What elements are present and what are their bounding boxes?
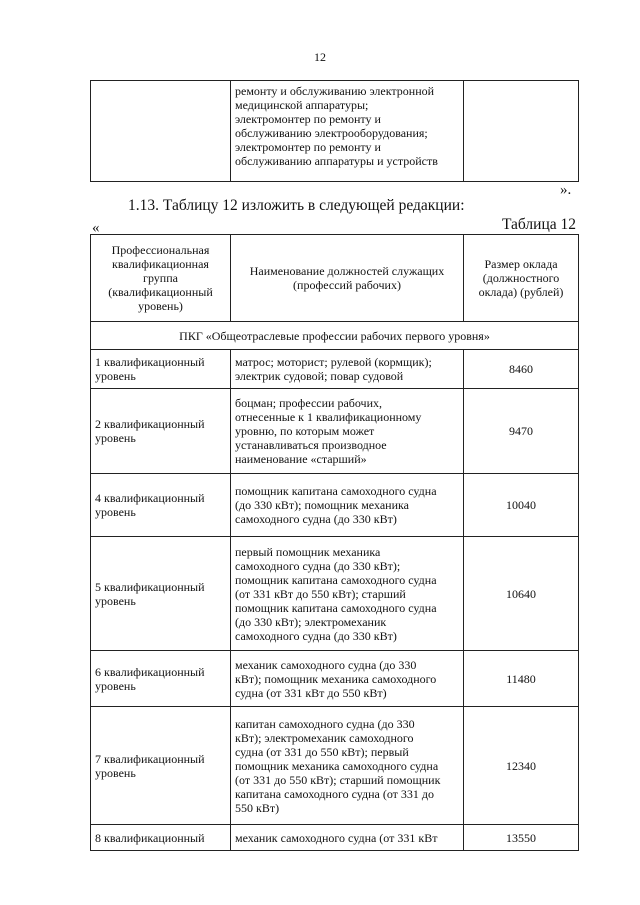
header-line: Наименование должностей служащих	[249, 264, 445, 278]
text-line: отнесенные к 1 квалификационному	[235, 410, 422, 424]
table-row	[91, 389, 579, 474]
text-line: капитана самоходного судна (от 331 до	[235, 786, 435, 801]
table-header-row	[91, 235, 579, 322]
table-cell-positions	[231, 81, 464, 182]
text-line: механик самоходного судна (от 331 кВт	[235, 830, 438, 845]
text-line: помощник механика самоходного судна	[235, 758, 439, 773]
salary-cell: 8460	[464, 350, 579, 389]
text-line: обслуживанию электрооборудования;	[235, 126, 428, 140]
position-cell	[231, 651, 464, 707]
header-line: (должностного	[482, 271, 560, 285]
text-line: электромонтер по ремонту и	[235, 140, 381, 154]
text-line: кВт); электромеханик самоходного	[235, 730, 414, 745]
table-row	[91, 81, 579, 182]
table-row	[91, 825, 579, 851]
text-line: первый помощник механика	[235, 544, 381, 559]
text-line: (от 331 кВт до 550 кВт); старший	[235, 586, 406, 601]
position-cell	[231, 537, 464, 651]
header-cell-position-name	[231, 235, 464, 322]
level-text: 1 квалификационный уровень	[95, 355, 205, 383]
position-cell	[231, 707, 464, 825]
header-cell-salary	[464, 235, 579, 322]
header-line: уровень)	[138, 299, 183, 313]
level-cell	[91, 389, 231, 474]
opening-quote: «	[92, 220, 100, 236]
header-line: группа	[143, 271, 178, 285]
text-line: самоходного судна (до 330 кВт)	[235, 628, 397, 643]
level-text: 6 квалификационный уровень	[95, 664, 205, 693]
level-text: 7 квалификационный уровень	[95, 751, 205, 780]
text-line: наименование «старший»	[235, 452, 367, 466]
position-cell	[231, 389, 464, 474]
text-line: электромонтер по ремонту и	[235, 112, 381, 126]
text-line: устанавливаться производное	[235, 438, 387, 452]
text-line: кВт); помощник механика самоходного	[235, 671, 437, 686]
page-number: 12	[314, 50, 326, 64]
text-line: обслуживанию аппаратуры и устройств	[235, 154, 438, 168]
header-line: Размер оклада	[484, 257, 558, 271]
salary-cell: 9470	[464, 389, 579, 474]
salary-cell: 12340	[464, 707, 579, 825]
table-label: Таблица 12	[501, 216, 576, 233]
text-line: уровню, по которым может	[235, 424, 375, 438]
header-cell-qualification-group	[91, 235, 231, 322]
text-line: матрос; моторист; рулевой (кормщик);	[235, 355, 432, 369]
text-line: помощник капитана самоходного судна	[235, 484, 437, 498]
level-text: 4 квалификационный уровень	[95, 491, 205, 519]
header-line: (профессий рабочих)	[293, 278, 401, 292]
level-cell	[91, 707, 231, 825]
text-line: механик самоходного судна (до 330	[235, 657, 417, 672]
text-line: 550 кВт)	[235, 800, 280, 815]
position-cell	[231, 825, 464, 851]
text-line: (от 331 до 550 кВт); старший помощник	[235, 772, 441, 787]
text-line: ремонту и обслуживанию электронной	[235, 84, 435, 98]
header-line: квалификационная	[112, 257, 209, 271]
header-line: оклада) (рублей)	[478, 285, 564, 299]
table-row	[91, 651, 579, 707]
table-cell-empty	[91, 81, 231, 182]
text-line: судна (от 331 кВт до 550 кВт)	[235, 685, 387, 700]
level-cell	[91, 350, 231, 389]
salary-table	[90, 234, 579, 851]
text-line: (до 330 кВт); электромеханик	[235, 614, 387, 629]
position-cell	[231, 350, 464, 389]
text-line: самоходного судна (до 330 кВт);	[235, 558, 401, 573]
group-title-row	[91, 322, 579, 350]
table-cell-empty	[464, 81, 579, 182]
text-line: медицинской аппаратуры;	[235, 98, 369, 112]
level-cell	[91, 474, 231, 537]
previous-table-fragment	[90, 80, 579, 182]
header-line: (квалификационный	[108, 285, 213, 299]
salary-cell: 13550	[464, 825, 579, 851]
text-line: самоходного судна (до 330 кВт)	[235, 512, 397, 526]
table-row	[91, 350, 579, 389]
level-cell	[91, 537, 231, 651]
table-row	[91, 537, 579, 651]
text-line: судна (от 331 до 550 кВт); первый	[235, 744, 409, 759]
salary-cell: 10040	[464, 474, 579, 537]
position-cell	[231, 474, 464, 537]
text-line: капитан самоходного судна (до 330	[235, 716, 415, 731]
text-line: электрик судовой; повар судовой	[235, 369, 404, 383]
text-line: боцман; профессии рабочих,	[235, 396, 383, 410]
text-line: (до 330 кВт); помощник механика	[235, 498, 409, 512]
text-line: помощник капитана самоходного судна	[235, 572, 437, 587]
text-line: помощник капитана самоходного судна	[235, 600, 437, 615]
level-text: 5 квалификационный уровень	[95, 579, 205, 608]
table-row	[91, 474, 579, 537]
closing-quote: ».	[560, 182, 572, 198]
header-line: Профессиональная	[111, 243, 210, 257]
level-cell	[91, 825, 231, 851]
section-heading: 1.13. Таблицу 12 изложить в следующей редакции:	[128, 197, 465, 214]
salary-cell: 11480	[464, 651, 579, 707]
salary-cell: 10640	[464, 537, 579, 651]
table-row	[91, 707, 579, 825]
level-text: 8 квалификационный	[95, 830, 205, 845]
group-title-cell: ПКГ «Общеотраслевые профессии рабочих первого уровня»	[91, 322, 579, 350]
level-text: 2 квалификационный уровень	[95, 417, 205, 445]
level-cell	[91, 651, 231, 707]
